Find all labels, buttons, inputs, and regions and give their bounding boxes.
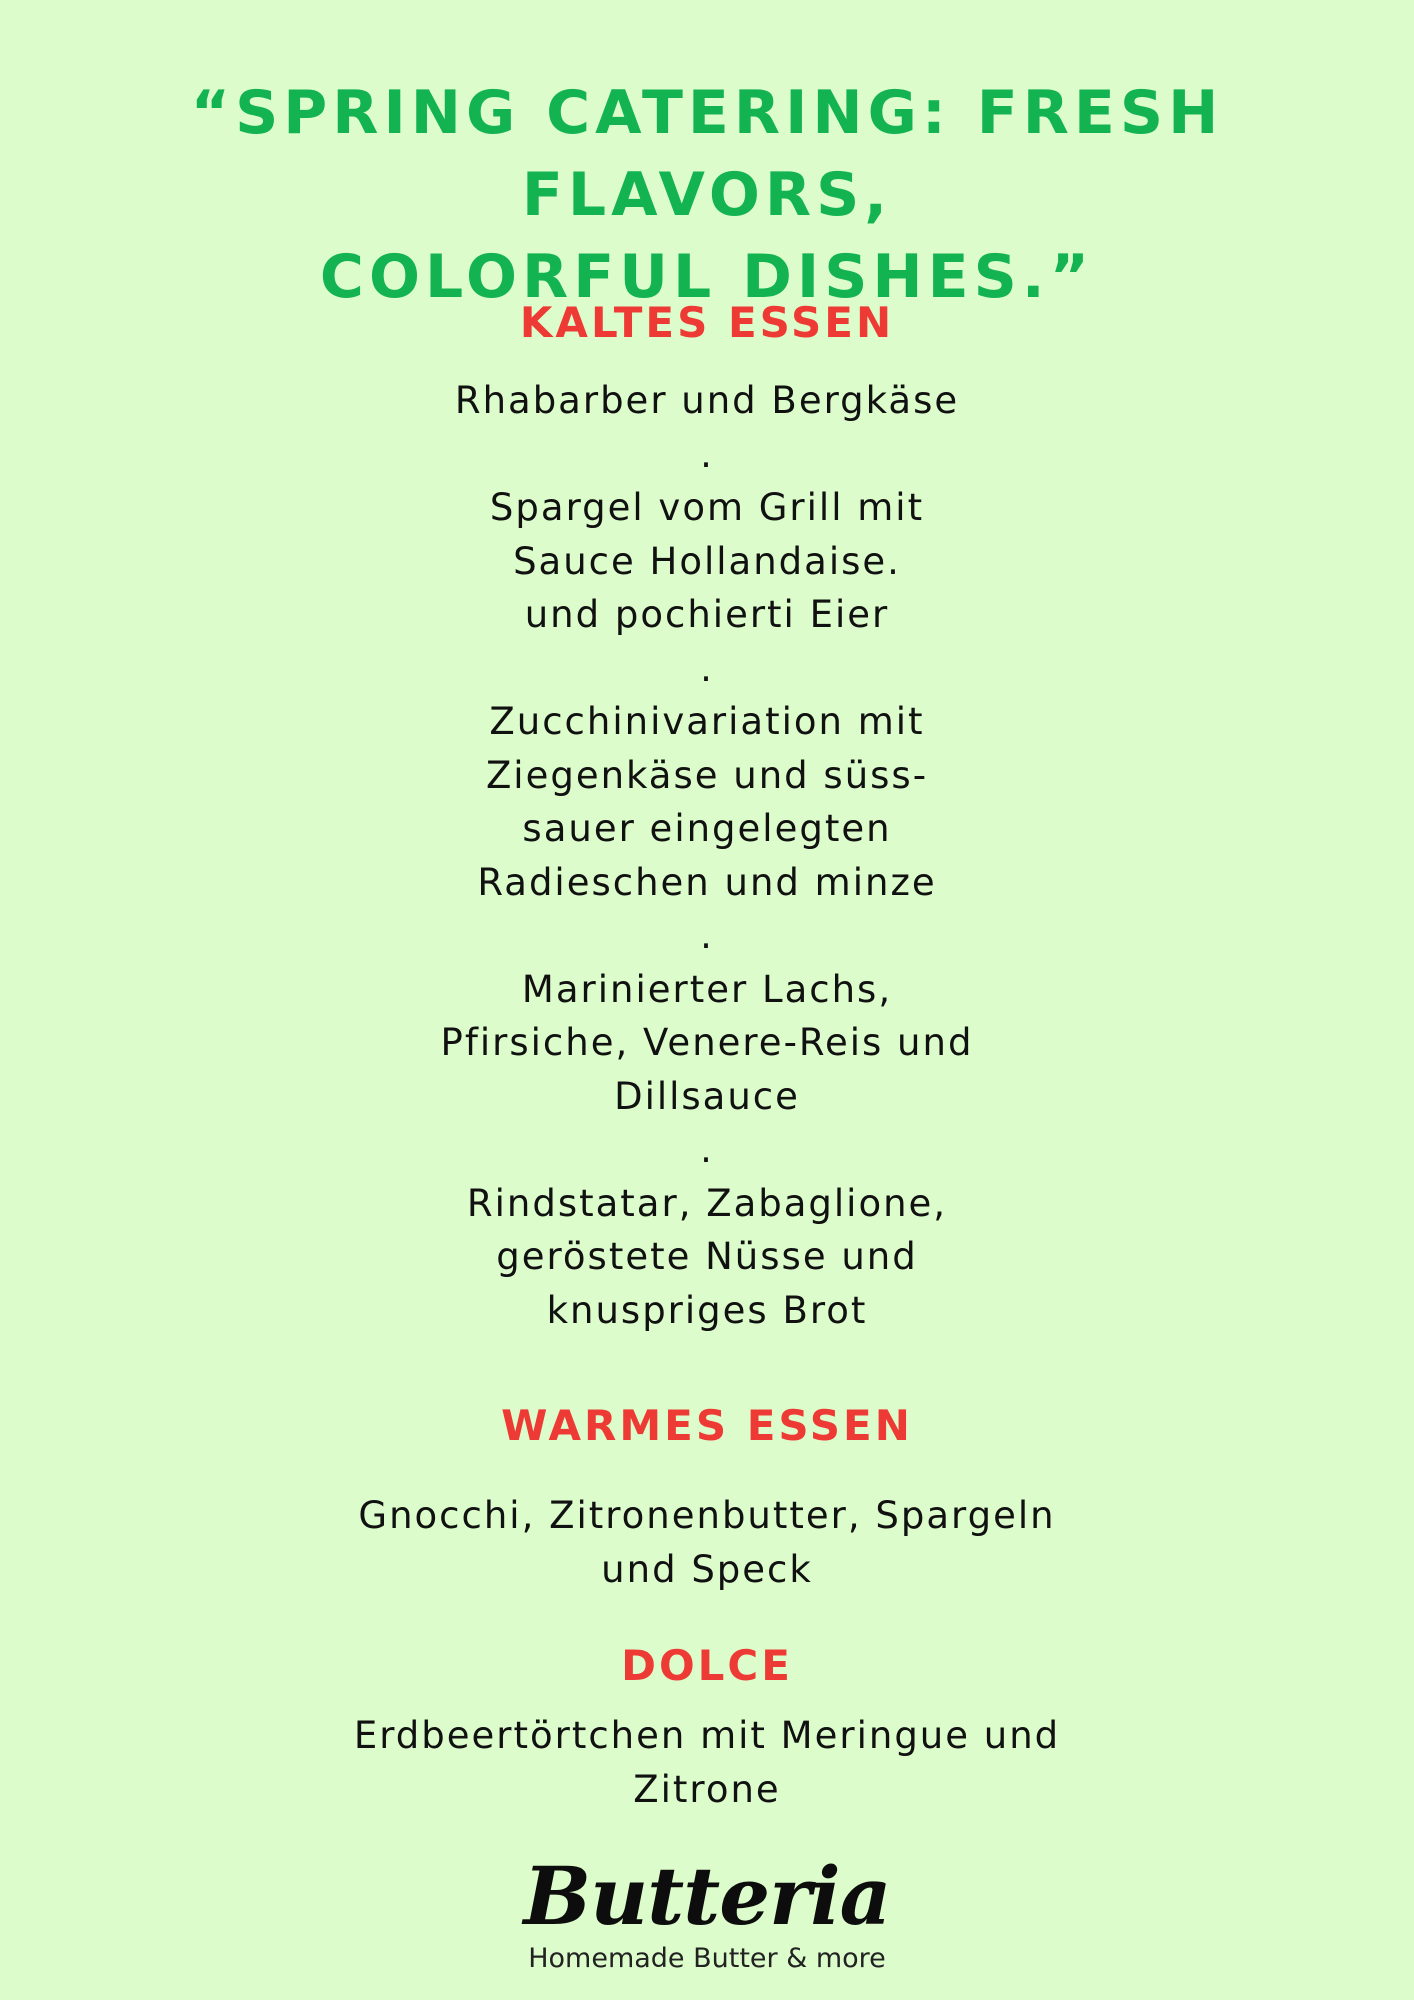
- title-line-2: COLORFUL DISHES.”: [319, 242, 1095, 312]
- page-title: [60, 72, 1354, 318]
- dish-line: Sauce Hollandaise.: [513, 540, 901, 583]
- dish-line: Marinierter Lachs,: [521, 968, 893, 1011]
- dish-line: Rhabarber und Bergkäse: [454, 379, 960, 422]
- dish-line: Rindstatar, Zabaglione,: [466, 1182, 948, 1225]
- dish-line: sauer eingelegten: [522, 807, 892, 850]
- brand-tagline: Homemade Butter & more: [528, 1943, 886, 1974]
- dish-line: Spargel vom Grill mit: [489, 486, 925, 529]
- dish-separator: .: [700, 914, 714, 957]
- dish-line: Erdbeertörtchen mit Meringue und: [353, 1714, 1061, 1757]
- dish-separator: .: [700, 433, 714, 476]
- dish-line: Radieschen und minze: [477, 861, 937, 904]
- title-line-1: “SPRING CATERING: FRESH FLAVORS,: [190, 78, 1224, 230]
- dish-line: Zitrone: [633, 1768, 781, 1811]
- section-heading-dolce: DOLCE: [621, 1641, 793, 1690]
- butteria-logo: Butteria: [523, 1849, 891, 1943]
- section-heading-cold: KALTES ESSEN: [519, 298, 895, 347]
- dish-line: Dillsauce: [614, 1075, 800, 1118]
- dish-line: Pfirsiche, Venere-Reis und: [440, 1021, 974, 1064]
- dish-line: Zucchinivariation mit: [489, 700, 925, 743]
- section-heading-warm: WARMES ESSEN: [501, 1401, 913, 1450]
- dish-line: Gnocchi, Zitronenbutter, Spargeln: [358, 1494, 1056, 1537]
- dish-separator: .: [700, 1128, 714, 1171]
- dish-line: knuspriges Brot: [546, 1289, 868, 1332]
- dish-line: und pochierti Eier: [524, 593, 890, 636]
- dish-line: und Speck: [601, 1548, 813, 1591]
- dish-line: geröstete Nüsse und: [496, 1235, 918, 1278]
- dish-separator: .: [700, 647, 714, 690]
- dish-line: Ziegenkäse und süss-: [485, 754, 929, 797]
